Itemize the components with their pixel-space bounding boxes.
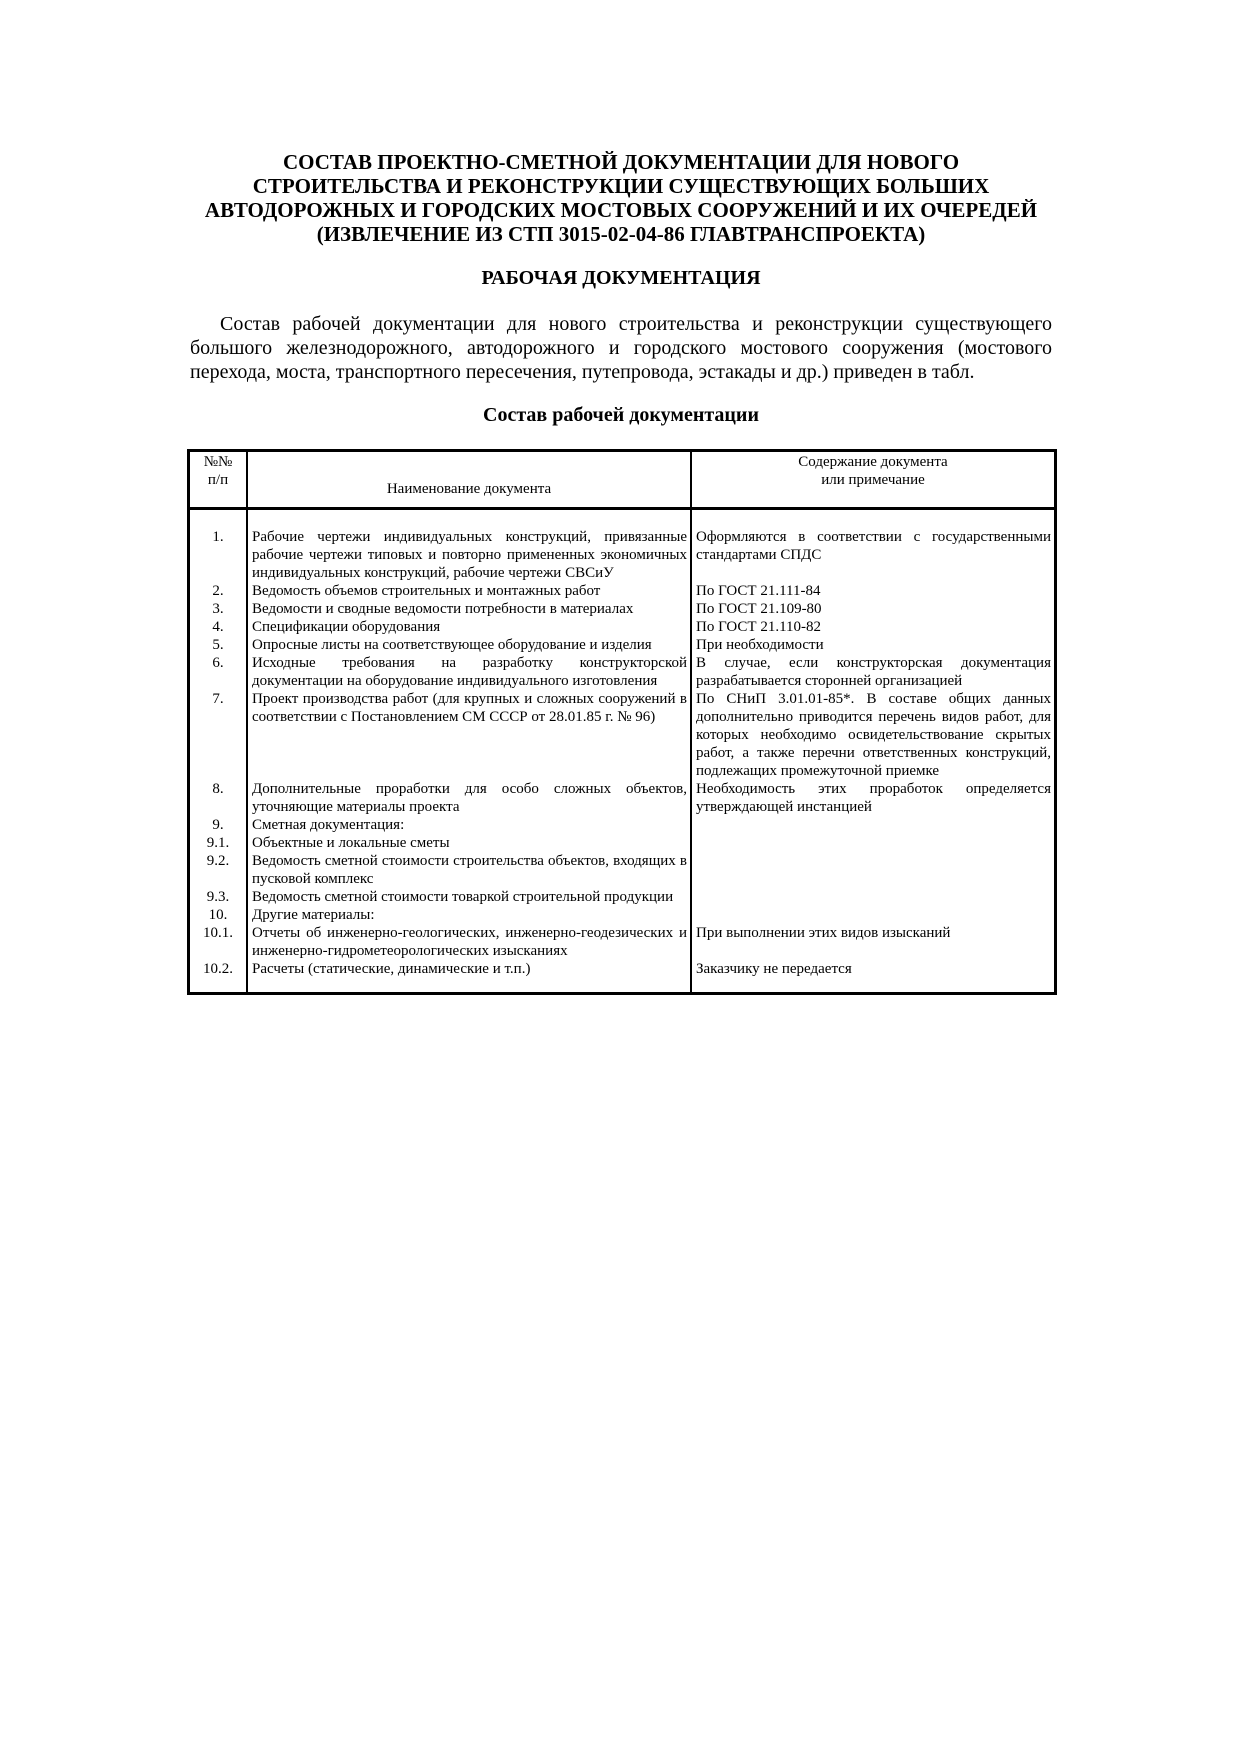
table-caption: Состав рабочей документации [483, 404, 759, 426]
documentation-table [187, 449, 1057, 995]
row-name: Рабочие чертежи индивидуальных конструкций, привязанные рабочие чертежи типовых и повторно примененных экономичных индивидуальных конструкций, рабочие чертежи СВСиУ [252, 529, 687, 581]
table-row [190, 618, 1054, 636]
table-row [190, 924, 1054, 960]
row-num: 7. [212, 691, 224, 707]
header-number-line1: №№ [203, 454, 233, 470]
row-num: 2. [212, 583, 224, 599]
table-row [190, 600, 1054, 618]
title-line-4: (ИЗВЛЕЧЕНИЕ ИЗ СТП 3015-02-04-86 ГЛАВТРАНСПРОЕКТА) [316, 222, 926, 246]
row-note [690, 834, 1054, 852]
row-name: Ведомость сметной стоимости строительства объектов, входящих в пусковой комплекс [252, 853, 687, 887]
row-num: 9.3. [206, 889, 230, 905]
row-name: Ведомость объемов строительных и монтажных работ [252, 583, 601, 599]
row-num: 10.1. [203, 925, 233, 941]
row-name: Дополнительные проработки для особо сложных объектов, уточняющие материалы проекта [252, 781, 687, 815]
row-num: 5. [212, 637, 224, 653]
row-num: 3. [212, 601, 224, 617]
header-number-line2: п/п [207, 472, 229, 488]
row-note: Оформляются в соответствии с государственными стандартами СПДС [696, 529, 1051, 563]
table-row [190, 582, 1054, 600]
header-name-label: Наименование документа [386, 481, 552, 497]
row-note [690, 888, 1054, 906]
page-title [190, 150, 1052, 246]
table-row [190, 960, 1054, 978]
table-header [190, 452, 1054, 510]
row-note [690, 906, 1054, 924]
table-row [190, 690, 1054, 780]
column-divider [690, 510, 692, 992]
row-note: По СНиП 3.01.01-85*. В составе общих данных дополнительно приводится перечень видов работ, для которых необходимо освидетельствование скрытых работ, а также перечни ответственных конструкций, подлежащих промежуточной приемке [696, 691, 1051, 779]
table-row [190, 852, 1054, 888]
title-line-2: СТРОИТЕЛЬСТВА И РЕКОНСТРУКЦИИ СУЩЕСТВУЮЩИХ БОЛЬШИХ [252, 174, 990, 198]
row-num: 8. [212, 781, 224, 797]
row-name: Опросные листы на соответствующее оборудование и изделия [252, 637, 652, 653]
row-name: Ведомости и сводные ведомости потребности в материалах [252, 601, 634, 617]
table-row [190, 528, 1054, 582]
table-row [190, 888, 1054, 906]
row-name: Сметная документация: [252, 817, 405, 833]
header-number [190, 452, 246, 507]
row-num: 6. [212, 655, 224, 671]
row-num: 9.2. [206, 853, 230, 869]
row-note: Заказчику не передается [696, 961, 852, 977]
row-note: По ГОСТ 21.110-82 [696, 619, 822, 635]
row-num: 10.2. [203, 961, 233, 977]
row-note [690, 852, 1054, 888]
title-line-1: СОСТАВ ПРОЕКТНО-СМЕТНОЙ ДОКУМЕНТАЦИИ ДЛЯ НОВОГО [282, 150, 960, 174]
row-name: Проект производства работ (для крупных и сложных сооружений в соответствии с Постановлением СМ СССР от 28.01.85 г. № 96) [252, 691, 687, 725]
row-num: 9. [212, 817, 224, 833]
row-note: Необходимость этих проработок определяется утверждающей инстанцией [696, 781, 1051, 815]
title-line-3: АВТОДОРОЖНЫХ И ГОРОДСКИХ МОСТОВЫХ СООРУЖЕНИЙ И ИХ ОЧЕРЕДЕЙ [204, 198, 1038, 222]
table-row [190, 906, 1054, 924]
row-name: Объектные и локальные сметы [252, 835, 450, 851]
row-num: 4. [212, 619, 224, 635]
row-note: По ГОСТ 21.111-84 [696, 583, 821, 599]
row-note: В случае, если конструкторская документация разрабатывается сторонней организацией [696, 655, 1051, 689]
header-note [690, 452, 1054, 507]
table-row [190, 816, 1054, 834]
row-note: При выполнении этих видов изысканий [696, 925, 951, 941]
table-row [190, 636, 1054, 654]
row-note: При необходимости [696, 637, 824, 653]
table-body [190, 510, 1054, 992]
row-num: 9.1. [206, 835, 230, 851]
column-divider [246, 510, 248, 992]
table-row [190, 834, 1054, 852]
header-note-line2: или примечание [821, 472, 925, 488]
row-num: 10. [208, 907, 228, 923]
table-row [190, 780, 1054, 816]
row-name: Ведомость сметной стоимости товаркой строительной продукции [252, 889, 674, 905]
header-note-line1: Содержание документа [798, 454, 948, 470]
header-document-name [246, 452, 690, 507]
row-name: Другие материалы: [252, 907, 375, 923]
row-num: 1. [212, 529, 224, 545]
row-name: Отчеты об инженерно-геологических, инженерно-геодезических и инженерно-гидрометеорологических изысканиях [252, 925, 687, 959]
row-name: Спецификации оборудования [252, 619, 441, 635]
row-name: Исходные требования на разработку конструкторской документации на оборудование индивидуального изготовления [252, 655, 687, 689]
intro-paragraph: Состав рабочей документации для нового строительства и реконструкции существующего большого железнодорожного, автодорожного и городского мостового сооружения (мостового перехода, моста, транспортного пересечения, путепровода, эстакады и др.) приведен в табл. [190, 313, 1052, 383]
row-note [690, 816, 1054, 834]
row-name: Расчеты (статические, динамические и т.п.) [252, 961, 531, 977]
section-title: РАБОЧАЯ ДОКУМЕНТАЦИЯ [481, 267, 761, 289]
table-row [190, 654, 1054, 690]
row-note: По ГОСТ 21.109-80 [696, 601, 822, 617]
